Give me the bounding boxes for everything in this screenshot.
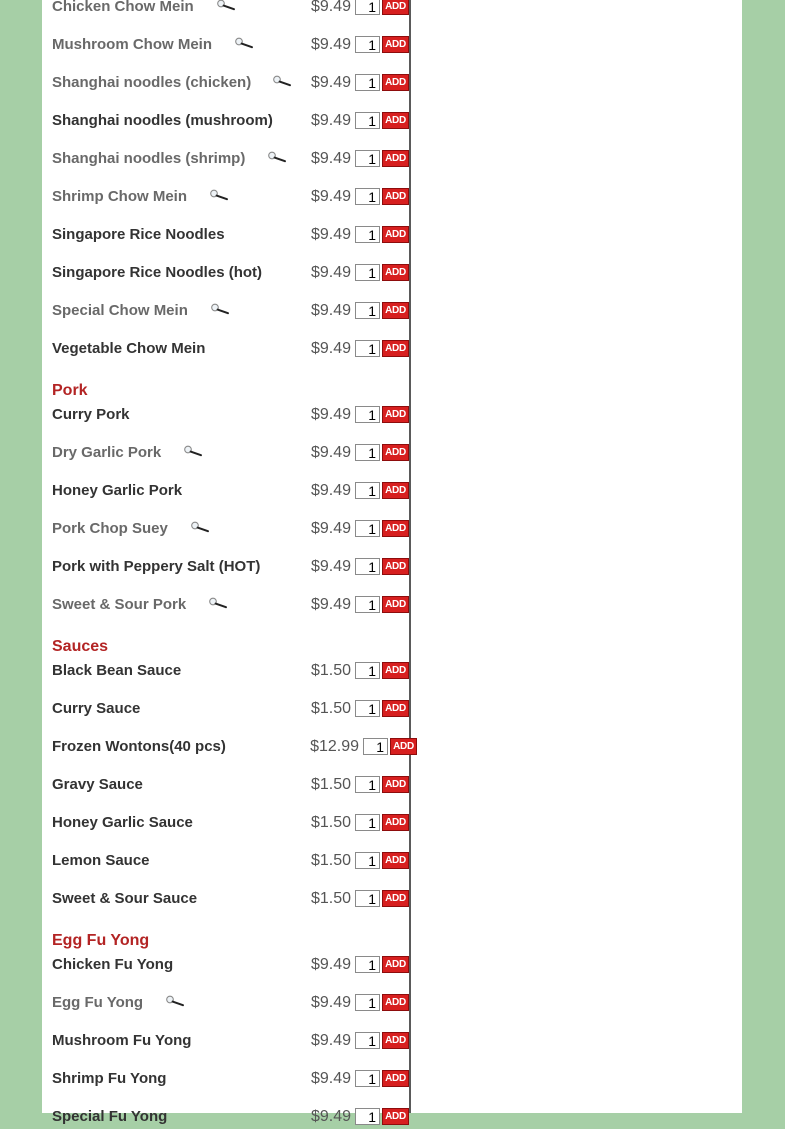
quantity-input[interactable] bbox=[355, 36, 380, 53]
item-price: $1.50 bbox=[310, 852, 351, 869]
item-price: $9.49 bbox=[310, 482, 351, 499]
menu-item-row bbox=[0, 443, 785, 465]
quantity-input[interactable] bbox=[355, 662, 380, 679]
item-name: Dry Garlic Pork bbox=[52, 444, 162, 461]
category-heading: Egg Fu Yong bbox=[52, 932, 150, 949]
add-to-cart-button[interactable]: ADD bbox=[382, 1032, 409, 1049]
menu-item-row bbox=[0, 111, 785, 133]
item-name: Egg Fu Yong bbox=[52, 994, 144, 1011]
menu-item-row bbox=[0, 1107, 785, 1129]
add-to-cart-button[interactable]: ADD bbox=[382, 520, 409, 537]
menu-item-row bbox=[0, 557, 785, 579]
item-name: Special Chow Mein bbox=[52, 302, 188, 319]
quantity-input[interactable] bbox=[355, 956, 380, 973]
add-to-cart-button[interactable]: ADD bbox=[382, 558, 409, 575]
quantity-input[interactable] bbox=[355, 1108, 380, 1125]
add-to-cart-button[interactable]: ADD bbox=[390, 738, 417, 755]
add-to-cart-button[interactable]: ADD bbox=[382, 596, 409, 613]
add-to-cart-button[interactable]: ADD bbox=[382, 852, 409, 869]
item-price: $9.49 bbox=[310, 340, 351, 357]
item-price: $9.49 bbox=[310, 112, 351, 129]
item-name: Chicken Fu Yong bbox=[52, 956, 174, 973]
item-price: $1.50 bbox=[310, 700, 351, 717]
add-to-cart-button[interactable]: ADD bbox=[382, 814, 409, 831]
menu-item-row bbox=[0, 955, 785, 977]
magnifier-icon[interactable] bbox=[183, 444, 203, 456]
add-to-cart-button[interactable]: ADD bbox=[382, 36, 409, 53]
menu-item-row bbox=[0, 1031, 785, 1053]
quantity-input[interactable] bbox=[355, 340, 380, 357]
quantity-input[interactable] bbox=[355, 0, 380, 15]
item-price: $9.49 bbox=[310, 1032, 351, 1049]
item-name: Sweet & Sour Sauce bbox=[52, 890, 198, 907]
quantity-input[interactable] bbox=[355, 558, 380, 575]
item-price: $12.99 bbox=[310, 738, 359, 755]
item-price: $9.49 bbox=[310, 302, 351, 319]
item-price: $9.49 bbox=[310, 596, 351, 613]
item-name: Shrimp Chow Mein bbox=[52, 188, 187, 205]
item-price: $1.50 bbox=[310, 776, 351, 793]
magnifier-icon[interactable] bbox=[216, 0, 236, 10]
item-price: $9.49 bbox=[310, 74, 351, 91]
item-name: Black Bean Sauce bbox=[52, 662, 182, 679]
quantity-input[interactable] bbox=[355, 994, 380, 1011]
add-to-cart-button[interactable]: ADD bbox=[382, 0, 409, 15]
item-name: Gravy Sauce bbox=[52, 776, 143, 793]
add-to-cart-button[interactable]: ADD bbox=[382, 302, 409, 319]
menu-item-row bbox=[0, 149, 785, 171]
item-name: Frozen Wontons(40 pcs) bbox=[52, 738, 226, 755]
add-to-cart-button[interactable]: ADD bbox=[382, 482, 409, 499]
quantity-input[interactable] bbox=[355, 150, 380, 167]
item-name: Shrimp Fu Yong bbox=[52, 1070, 167, 1087]
add-to-cart-button[interactable]: ADD bbox=[382, 226, 409, 243]
add-to-cart-button[interactable]: ADD bbox=[382, 444, 409, 461]
menu-item-row bbox=[0, 661, 785, 683]
add-to-cart-button[interactable]: ADD bbox=[382, 700, 409, 717]
add-to-cart-button[interactable]: ADD bbox=[382, 994, 409, 1011]
item-name: Sweet & Sour Pork bbox=[52, 596, 187, 613]
menu-item-row bbox=[0, 519, 785, 541]
quantity-input[interactable] bbox=[355, 406, 380, 423]
quantity-input[interactable] bbox=[355, 776, 380, 793]
add-to-cart-button[interactable]: ADD bbox=[382, 188, 409, 205]
quantity-input[interactable] bbox=[355, 1032, 380, 1049]
magnifier-icon[interactable] bbox=[210, 302, 230, 314]
menu-item-row bbox=[0, 993, 785, 1015]
quantity-input[interactable] bbox=[355, 264, 380, 281]
item-name: Shanghai noodles (shrimp) bbox=[52, 150, 246, 167]
item-price: $9.49 bbox=[310, 264, 351, 281]
magnifier-icon[interactable] bbox=[272, 74, 292, 86]
quantity-input[interactable] bbox=[355, 302, 380, 319]
menu-item-row bbox=[0, 301, 785, 323]
menu-item-row bbox=[0, 813, 785, 835]
menu-item-row bbox=[0, 35, 785, 57]
add-to-cart-button[interactable]: ADD bbox=[382, 1070, 409, 1087]
quantity-input[interactable] bbox=[355, 226, 380, 243]
item-price: $1.50 bbox=[310, 814, 351, 831]
quantity-input[interactable] bbox=[355, 112, 380, 129]
item-price: $9.49 bbox=[310, 150, 351, 167]
add-to-cart-button[interactable]: ADD bbox=[382, 150, 409, 167]
item-name: Honey Garlic Sauce bbox=[52, 814, 193, 831]
magnifier-icon[interactable] bbox=[208, 596, 228, 608]
item-price: $9.49 bbox=[310, 994, 351, 1011]
quantity-input[interactable] bbox=[355, 188, 380, 205]
menu-item-row bbox=[0, 889, 785, 911]
add-to-cart-button[interactable]: ADD bbox=[382, 662, 409, 679]
quantity-input[interactable] bbox=[355, 444, 380, 461]
add-to-cart-button[interactable]: ADD bbox=[382, 776, 409, 793]
menu-item-row bbox=[0, 851, 785, 873]
item-price: $9.49 bbox=[310, 406, 351, 423]
menu-item-row bbox=[0, 187, 785, 209]
menu-item-row bbox=[0, 699, 785, 721]
add-to-cart-button[interactable]: ADD bbox=[382, 890, 409, 907]
item-name: Chicken Chow Mein bbox=[52, 0, 194, 15]
item-name: Singapore Rice Noodles (hot) bbox=[52, 264, 263, 281]
item-name: Mushroom Fu Yong bbox=[52, 1032, 192, 1049]
magnifier-icon[interactable] bbox=[267, 150, 287, 162]
item-price: $9.49 bbox=[310, 188, 351, 205]
item-price: $9.49 bbox=[310, 1070, 351, 1087]
add-to-cart-button[interactable]: ADD bbox=[382, 74, 409, 91]
add-to-cart-button[interactable]: ADD bbox=[382, 340, 409, 357]
item-name: Lemon Sauce bbox=[52, 852, 150, 869]
add-to-cart-button[interactable]: ADD bbox=[382, 1108, 409, 1125]
magnifier-icon[interactable] bbox=[234, 36, 254, 48]
menu-item-row bbox=[0, 405, 785, 427]
menu-item-row bbox=[0, 775, 785, 797]
quantity-input[interactable] bbox=[355, 596, 380, 613]
add-to-cart-button[interactable]: ADD bbox=[382, 406, 409, 423]
item-price: $9.49 bbox=[310, 0, 351, 15]
menu-item-row bbox=[0, 263, 785, 285]
quantity-input[interactable] bbox=[355, 890, 380, 907]
add-to-cart-button[interactable]: ADD bbox=[382, 264, 409, 281]
item-name: Singapore Rice Noodles bbox=[52, 226, 225, 243]
menu-item-row bbox=[0, 595, 785, 617]
menu-item-row bbox=[0, 73, 785, 95]
quantity-input[interactable] bbox=[355, 1070, 380, 1087]
item-price: $9.49 bbox=[310, 36, 351, 53]
category-heading: Pork bbox=[52, 382, 88, 399]
menu-item-row bbox=[0, 1069, 785, 1091]
item-price: $9.49 bbox=[310, 956, 351, 973]
item-price: $1.50 bbox=[310, 662, 351, 679]
quantity-input[interactable] bbox=[355, 520, 380, 537]
quantity-input[interactable] bbox=[355, 814, 380, 831]
item-name: Mushroom Chow Mein bbox=[52, 36, 212, 53]
item-price: $1.50 bbox=[310, 890, 351, 907]
item-price: $9.49 bbox=[310, 444, 351, 461]
item-price: $9.49 bbox=[310, 558, 351, 575]
item-name: Curry Pork bbox=[52, 406, 130, 423]
item-name: Pork with Peppery Salt (HOT) bbox=[52, 558, 261, 575]
quantity-input[interactable] bbox=[355, 700, 380, 717]
add-to-cart-button[interactable]: ADD bbox=[382, 956, 409, 973]
magnifier-icon[interactable] bbox=[209, 188, 229, 200]
magnifier-icon[interactable] bbox=[190, 520, 210, 532]
item-name: Special Fu Yong bbox=[52, 1108, 168, 1125]
add-to-cart-button[interactable]: ADD bbox=[382, 112, 409, 129]
item-name: Pork Chop Suey bbox=[52, 520, 168, 537]
menu-item-row bbox=[0, 0, 785, 19]
menu-item-row bbox=[0, 225, 785, 247]
quantity-input[interactable] bbox=[355, 482, 380, 499]
item-price: $9.49 bbox=[310, 520, 351, 537]
item-price: $9.49 bbox=[310, 1108, 351, 1125]
magnifier-icon[interactable] bbox=[165, 994, 185, 1006]
item-name: Curry Sauce bbox=[52, 700, 141, 717]
quantity-input[interactable] bbox=[363, 738, 388, 755]
category-heading: Sauces bbox=[52, 638, 109, 655]
item-name: Shanghai noodles (chicken) bbox=[52, 74, 252, 91]
item-name: Honey Garlic Pork bbox=[52, 482, 183, 499]
quantity-input[interactable] bbox=[355, 74, 380, 91]
item-price: $9.49 bbox=[310, 226, 351, 243]
item-name: Vegetable Chow Mein bbox=[52, 340, 206, 357]
menu-item-row bbox=[0, 481, 785, 503]
menu-item-row bbox=[0, 339, 785, 361]
item-name: Shanghai noodles (mushroom) bbox=[52, 112, 273, 129]
menu-item-row bbox=[0, 737, 785, 759]
quantity-input[interactable] bbox=[355, 852, 380, 869]
